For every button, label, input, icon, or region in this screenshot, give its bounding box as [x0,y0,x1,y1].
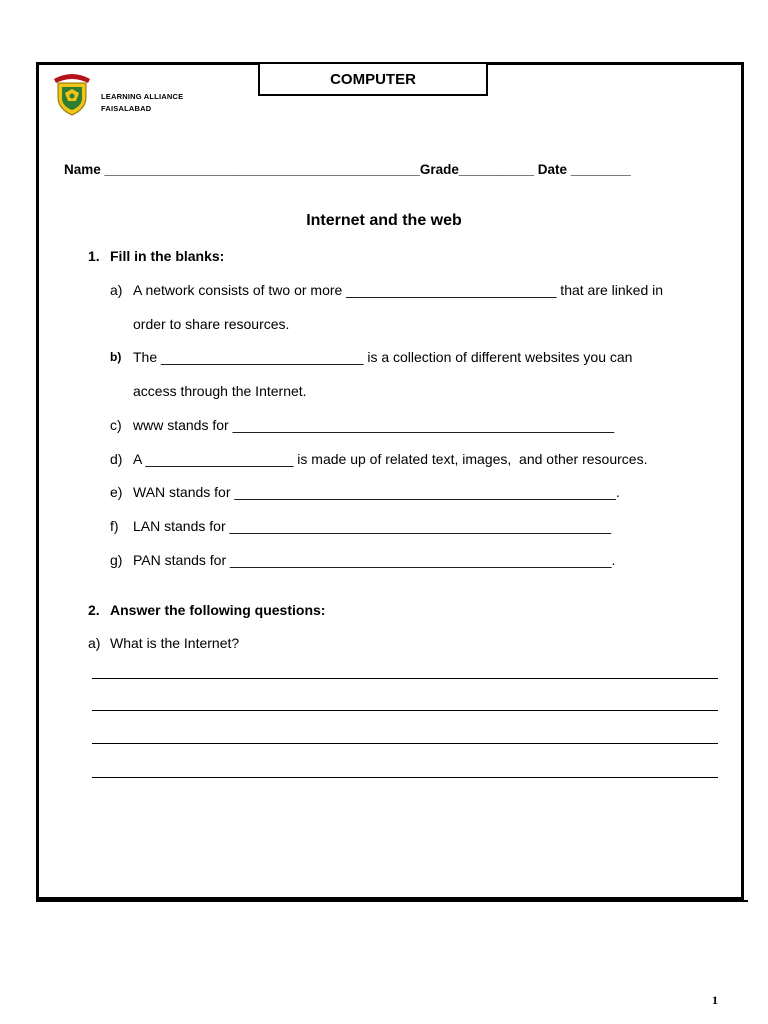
question-text: WAN stands for _________________________________________________. [133,484,620,500]
page-number: 1 [712,993,718,1007]
question-text-continued: order to share resources. [133,316,290,332]
question-text: A ___________________ is made up of related text, images, and other resources. [133,451,648,467]
section1-number: 1. [88,248,100,264]
worksheet-frame [36,62,744,900]
question-text: The __________________________ is a collection of different websites you can [133,349,633,365]
school-name [101,91,183,115]
frame-bottom-rule [36,900,748,902]
question-label: a) [110,282,123,298]
section2-number: 2. [88,602,100,618]
question-text: What is the Internet? [110,635,240,651]
section1-heading: Fill in the blanks: [110,248,225,264]
question-label: c) [110,417,122,433]
question-text: PAN stands for _________________________________________________. [133,552,616,568]
school-crest-logo [50,71,94,117]
school-name-line1: LEARNING ALLIANCE [101,92,184,101]
subject-title: COMPUTER [330,70,416,88]
name-grade-date-line: Name __________________________________________Grade__________ Date ________ [64,162,631,177]
answer-line[interactable] [92,678,718,679]
question-label: d) [110,451,123,467]
question-label: b) [110,350,122,364]
answer-line[interactable] [92,743,718,744]
section2-heading: Answer the following questions: [110,602,326,618]
answer-line[interactable] [92,710,718,711]
question-label: f) [110,518,119,534]
question-label: a) [88,635,101,651]
question-text: A network consists of two or more ___________________________ that are linked in [133,282,664,298]
school-name-line2: FAISALABAD [101,104,152,113]
answer-line[interactable] [92,777,718,778]
question-text: www stands for _________________________________________________ [133,417,615,433]
question-text-continued: access through the Internet. [133,383,307,399]
question-label: g) [110,552,123,568]
subject-title-box [258,62,488,96]
question-label: e) [110,484,123,500]
worksheet-title: Internet and the web [306,212,462,229]
question-text: LAN stands for _________________________________________________ [133,518,612,534]
